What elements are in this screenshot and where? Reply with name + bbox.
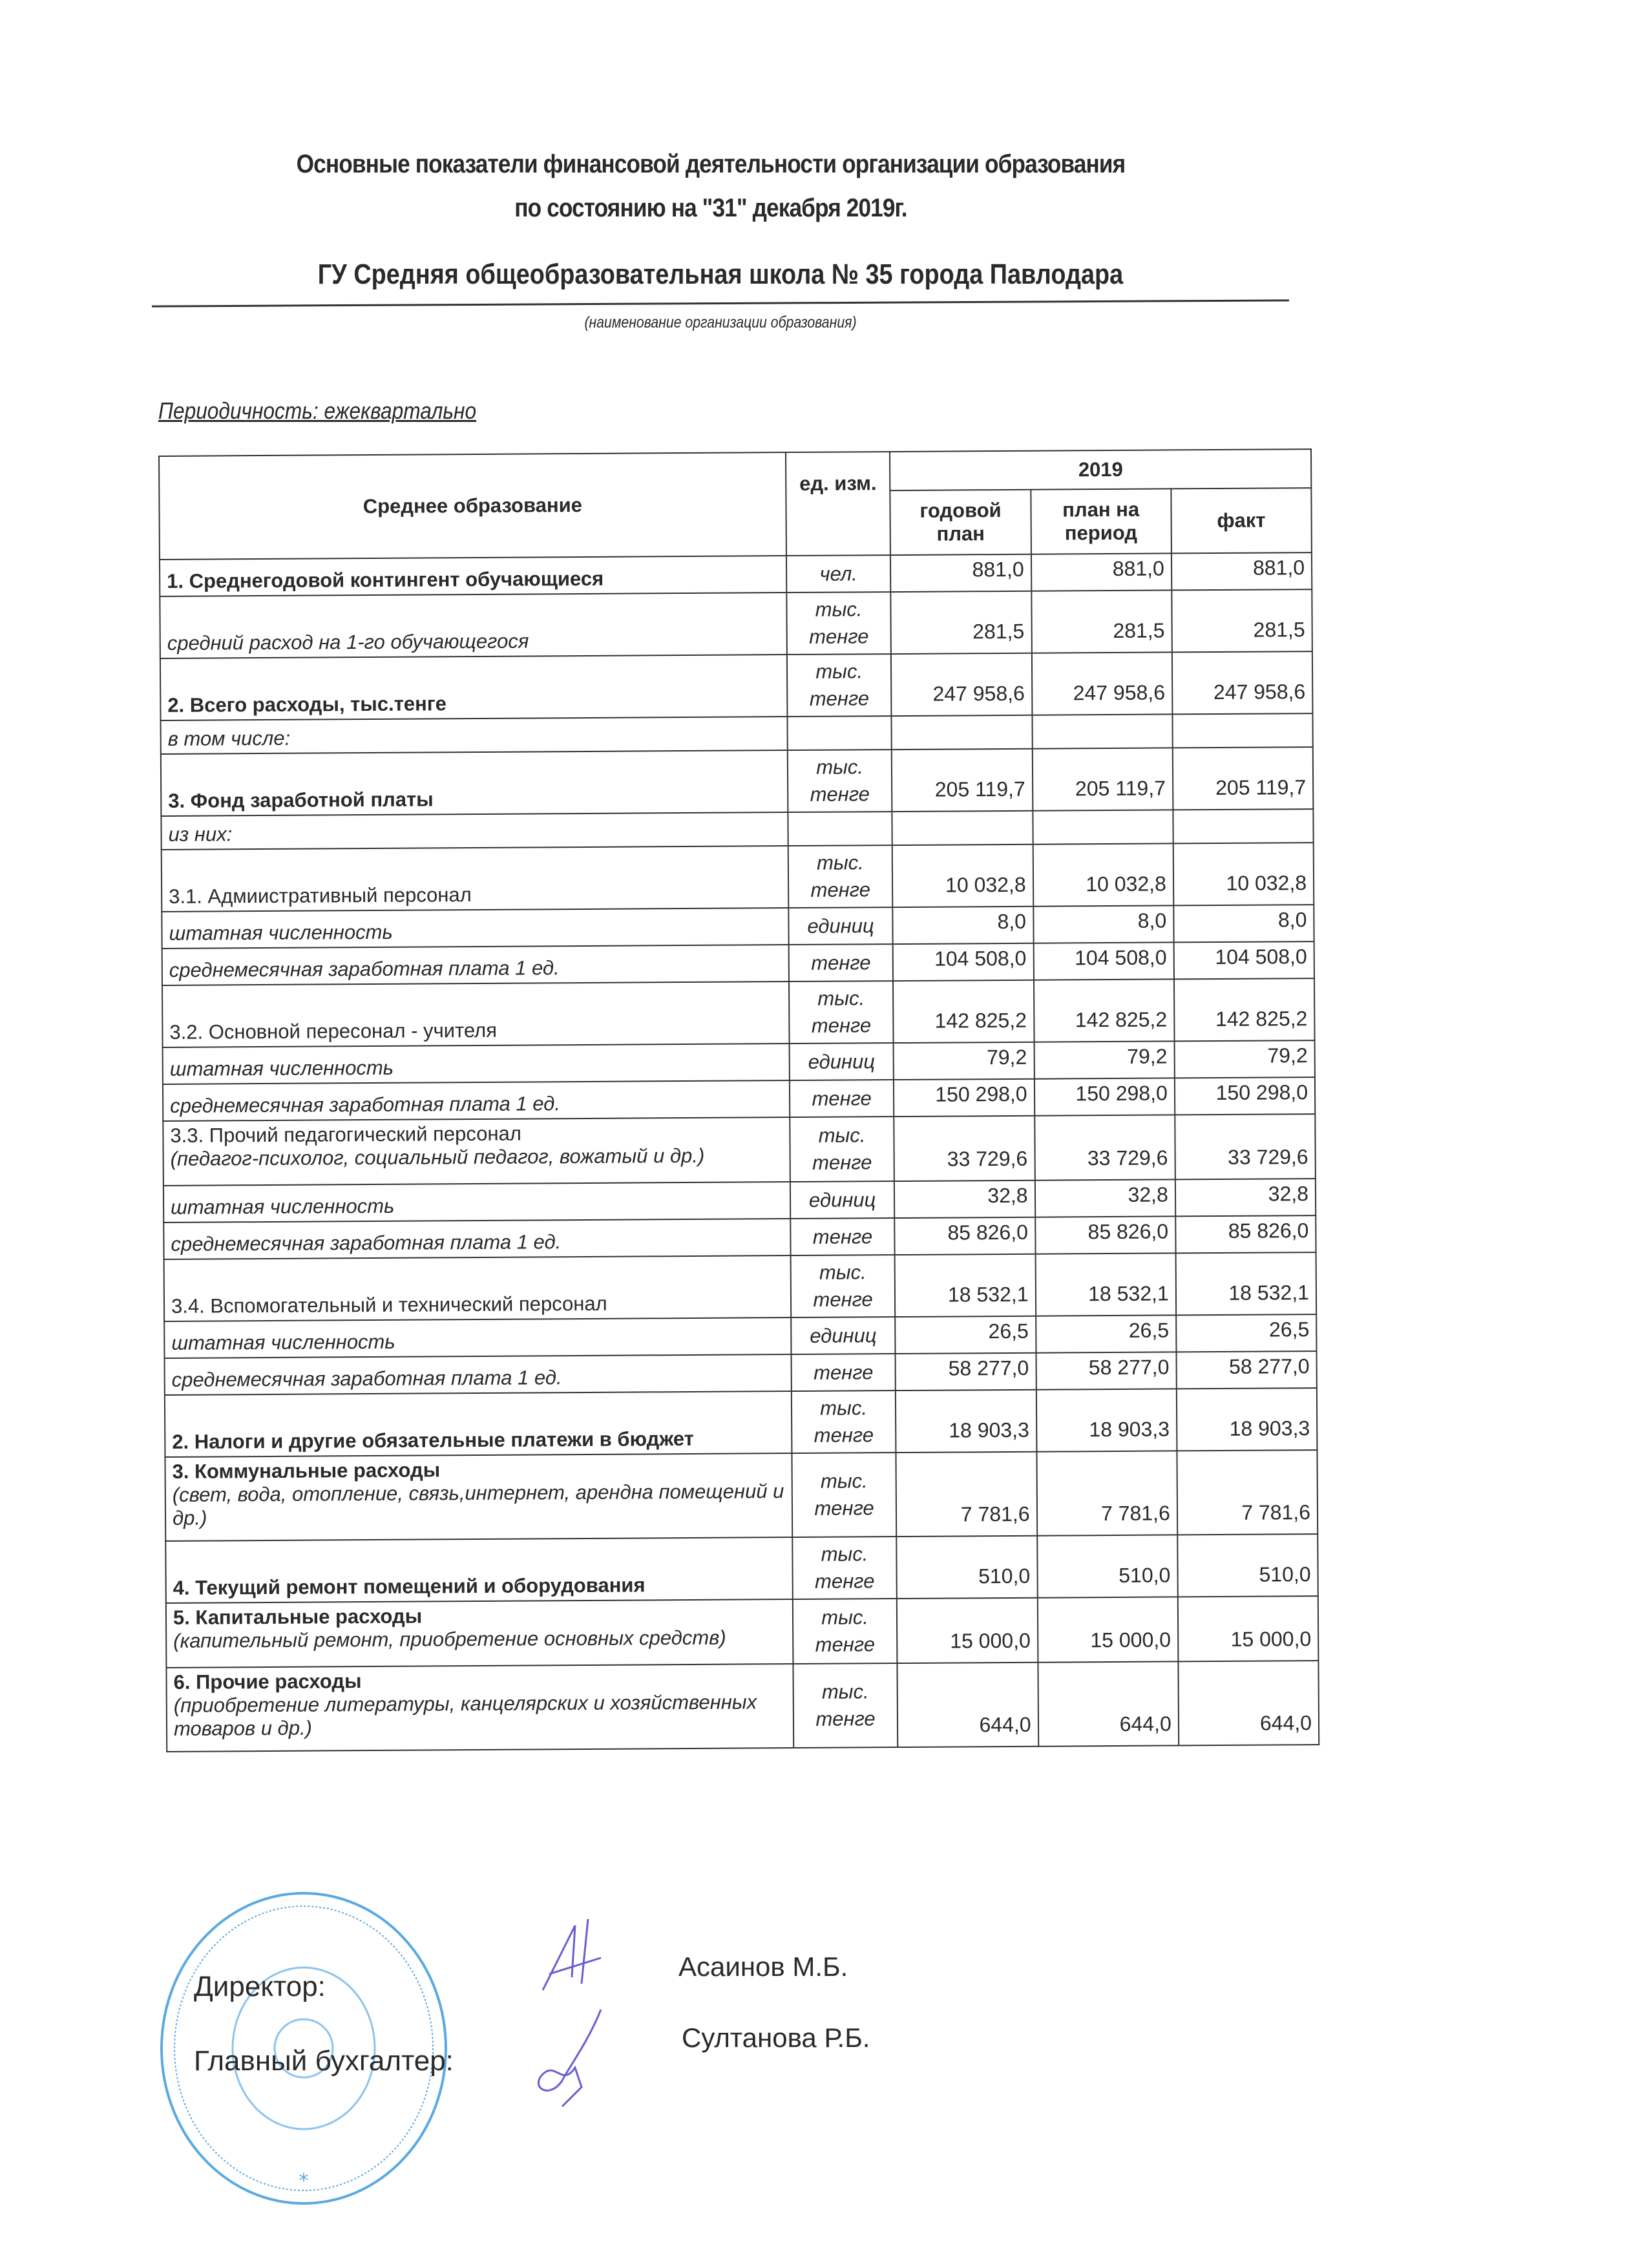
- table-row: [165, 1534, 1318, 1603]
- annual-plan-value: 33 729,6: [894, 1116, 1035, 1181]
- period-plan-value: 15 000,0: [1037, 1597, 1178, 1662]
- row-label: среднемесячная заработная плата 1 ед.: [171, 1366, 562, 1391]
- period-plan-value: 33 729,6: [1035, 1115, 1175, 1180]
- row-label-cell: [163, 1182, 790, 1223]
- row-sublabel: (педагог-психолог, социальный педагог, вожатый и др.): [170, 1144, 705, 1170]
- period-plan-value: 281,5: [1031, 590, 1172, 653]
- organization-caption: (наименование организации образования): [584, 313, 857, 331]
- row-label-cell: [160, 655, 787, 720]
- row-label-cell: [162, 945, 789, 985]
- organization-underline: [152, 299, 1289, 307]
- period-plan-value: 104 508,0: [1033, 942, 1174, 980]
- annual-plan-value: [892, 715, 1033, 750]
- row-unit: тыс. тенге: [792, 1537, 897, 1599]
- row-unit: тенге: [790, 1218, 895, 1255]
- row-unit: тыс. тенге: [792, 1391, 896, 1453]
- annual-plan-value: 32,8: [894, 1181, 1035, 1218]
- row-label-cell: [160, 556, 786, 596]
- periodicity: Периодичность: ежеквартально: [158, 397, 477, 424]
- row-label: 3.1. Адмиистративный персонал: [169, 883, 472, 908]
- annual-plan-value: 58 277,0: [896, 1353, 1036, 1391]
- row-sublabel: (капительный ремонт, приобретение основных средств): [173, 1626, 726, 1652]
- header-fact: факт: [1171, 488, 1312, 553]
- row-label: штатная численность: [171, 1330, 395, 1354]
- table-row: [166, 1596, 1319, 1668]
- fact-value: 104 508,0: [1173, 941, 1314, 979]
- fact-value: 150 298,0: [1175, 1077, 1316, 1115]
- row-label-cell: [165, 1354, 792, 1395]
- row-sublabel: (свет, вода, отопление, связь,интернет, арендна помещений и др.): [172, 1480, 784, 1529]
- header-annual-plan: годовой план: [890, 490, 1031, 555]
- annual-plan-value: 18 532,1: [895, 1254, 1036, 1317]
- table-row: [166, 1661, 1319, 1752]
- row-unit: тыс. тенге: [788, 750, 892, 812]
- table-row: [165, 1450, 1318, 1541]
- period-plan-value: 150 298,0: [1035, 1078, 1175, 1115]
- annual-plan-value: 247 958,6: [891, 653, 1032, 716]
- header-period-plan: план на период: [1031, 488, 1171, 554]
- svg-text:*: *: [299, 2170, 309, 2192]
- period-plan-value: 247 958,6: [1031, 652, 1172, 715]
- annual-plan-value: 85 826,0: [895, 1217, 1036, 1255]
- annual-plan-value: 79,2: [894, 1042, 1035, 1080]
- period-plan-value: 142 825,2: [1034, 979, 1175, 1042]
- annual-plan-value: 10 032,8: [892, 845, 1033, 907]
- period-plan-value: [1032, 714, 1173, 748]
- document-title-line2: по состоянию на "31" декабря 2019г.: [514, 194, 907, 222]
- period-plan-value: 510,0: [1037, 1535, 1178, 1597]
- header-section: Среднее образование: [159, 452, 786, 560]
- annual-plan-value: 15 000,0: [897, 1598, 1038, 1663]
- fact-value: 18 532,1: [1175, 1252, 1316, 1315]
- fact-value: 205 119,7: [1173, 747, 1314, 810]
- fact-value: 247 958,6: [1172, 651, 1313, 714]
- row-label: среднемесячная заработная плата 1 ед.: [169, 956, 560, 982]
- row-label-cell: [166, 1599, 793, 1668]
- row-unit: тыс. тенге: [790, 1117, 894, 1182]
- annual-plan-value: 150 298,0: [894, 1079, 1035, 1117]
- annual-plan-value: 142 825,2: [893, 980, 1034, 1043]
- fact-value: 281,5: [1171, 589, 1312, 652]
- accountant-signature: [523, 2003, 614, 2113]
- header-year: 2019: [890, 449, 1311, 490]
- row-unit: тенге: [790, 1080, 894, 1117]
- table-row: [165, 1388, 1318, 1457]
- row-label: 6. Прочие расходы: [173, 1670, 362, 1694]
- period-plan-value: 8,0: [1033, 905, 1174, 943]
- row-unit: тенге: [788, 944, 893, 982]
- period-plan-value: 58 277,0: [1036, 1352, 1177, 1389]
- table-row: [162, 978, 1315, 1047]
- row-label-cell: [162, 908, 788, 949]
- period-plan-value: 85 826,0: [1035, 1216, 1176, 1254]
- row-label: 1. Среднегодовой контингент обучающиеся: [167, 567, 604, 593]
- header-unit: ед. изм.: [786, 452, 891, 556]
- director-signature: [536, 1913, 614, 1997]
- row-unit: единиц: [789, 1043, 894, 1080]
- row-label: 2. Налоги и другие обязательные платежи в бюджет: [172, 1427, 694, 1453]
- row-unit: тыс. тенге: [792, 1453, 896, 1537]
- period-plan-value: 18 903,3: [1036, 1389, 1177, 1451]
- period-plan-value: 32,8: [1035, 1179, 1175, 1217]
- row-unit: тыс. тенге: [793, 1663, 898, 1748]
- fact-value: [1173, 809, 1314, 843]
- fact-value: 85 826,0: [1175, 1215, 1316, 1253]
- row-unit: единиц: [790, 1181, 895, 1219]
- fact-value: 7 781,6: [1177, 1450, 1318, 1535]
- annual-plan-value: 26,5: [896, 1316, 1036, 1354]
- annual-plan-value: 510,0: [897, 1536, 1038, 1599]
- fact-value: 881,0: [1171, 552, 1312, 590]
- fact-value: 10 032,8: [1173, 843, 1314, 905]
- row-label-cell: [166, 1664, 793, 1752]
- fact-value: 8,0: [1173, 905, 1314, 942]
- row-label: 3. Коммунальные расходы: [172, 1458, 441, 1483]
- row-label: 3.2. Основной пересонал - учителя: [169, 1018, 498, 1044]
- fact-value: 26,5: [1176, 1314, 1317, 1352]
- row-label-cell: [163, 1044, 790, 1084]
- row-unit: чел.: [786, 555, 891, 593]
- organization-name: ГУ Средняя общеобразовательная школа № 35 города Павлодара: [317, 258, 1124, 290]
- row-label: 3.3. Прочий педагогический персонал: [170, 1122, 521, 1147]
- row-label: среднемесячная заработная плата 1 ед.: [170, 1092, 561, 1117]
- row-label-cell: [165, 1537, 792, 1603]
- row-label: 4. Текущий ремонт помещений и оборудования: [173, 1573, 646, 1599]
- row-unit: тыс. тенге: [788, 845, 892, 908]
- accountant-name: Султанова Р.Б.: [682, 2022, 870, 2053]
- annual-plan-value: 281,5: [891, 591, 1032, 654]
- row-label: 3.4. Вспомогательный и технический персонал: [171, 1292, 607, 1318]
- row-label-cell: [164, 1255, 791, 1321]
- fact-value: [1172, 713, 1313, 748]
- period-plan-value: 26,5: [1036, 1315, 1177, 1352]
- fact-value: 32,8: [1175, 1179, 1316, 1216]
- period-plan-value: 10 032,8: [1033, 843, 1173, 906]
- row-label: штатная численность: [169, 920, 393, 945]
- table-row: [162, 843, 1314, 912]
- fact-value: 58 277,0: [1176, 1351, 1317, 1389]
- row-label-cell: [163, 1117, 790, 1186]
- annual-plan-value: 7 781,6: [896, 1452, 1037, 1537]
- annual-plan-value: 644,0: [898, 1663, 1038, 1747]
- period-plan-value: 881,0: [1031, 553, 1172, 591]
- director-label: Директор:: [194, 1971, 326, 2002]
- period-plan-value: 205 119,7: [1032, 748, 1173, 810]
- row-unit: тенге: [791, 1354, 896, 1391]
- annual-plan-value: 8,0: [893, 907, 1034, 944]
- fact-value: 15 000,0: [1178, 1596, 1319, 1661]
- row-unit: единиц: [791, 1317, 896, 1354]
- row-label-cell: [163, 1080, 790, 1121]
- row-label: средний расход на 1-го обучающегося: [167, 629, 529, 655]
- fact-value: 33 729,6: [1175, 1114, 1316, 1179]
- row-label-cell: [160, 593, 786, 658]
- row-unit: тыс. тенге: [790, 1255, 895, 1318]
- period-plan-value: 7 781,6: [1036, 1451, 1177, 1535]
- period-plan-value: 79,2: [1034, 1041, 1175, 1078]
- row-label-cell: [162, 846, 788, 912]
- table-row: [160, 651, 1313, 720]
- row-label: 3. Фонд заработной платы: [168, 788, 434, 812]
- annual-plan-value: 104 508,0: [893, 943, 1034, 981]
- annual-plan-value: 18 903,3: [896, 1390, 1036, 1453]
- period-plan-value: 644,0: [1038, 1661, 1179, 1746]
- row-label: из них:: [168, 823, 233, 846]
- row-label: штатная численность: [171, 1194, 395, 1219]
- row-label-cell: [163, 1219, 790, 1259]
- period-plan-value: [1033, 810, 1173, 844]
- fact-value: 644,0: [1178, 1661, 1319, 1745]
- row-label-cell: [165, 1453, 792, 1541]
- row-label-cell: [161, 812, 788, 850]
- row-label-cell: [161, 717, 788, 754]
- row-unit: тыс. тенге: [789, 981, 894, 1044]
- annual-plan-value: 205 119,7: [892, 749, 1033, 812]
- annual-plan-value: 881,0: [890, 554, 1031, 592]
- row-label: штатная численность: [169, 1056, 394, 1080]
- table-row: [164, 1252, 1317, 1321]
- row-unit: тыс. тенге: [793, 1599, 898, 1664]
- document-title-line1: Основные показатели финансовой деятельности организации образования: [296, 150, 1126, 178]
- period-plan-value: 18 532,1: [1035, 1253, 1176, 1316]
- row-label: среднемесячная заработная плата 1 ед.: [171, 1230, 562, 1255]
- annual-plan-value: [892, 811, 1033, 845]
- fact-value: 510,0: [1177, 1534, 1318, 1597]
- row-label-cell: [165, 1391, 792, 1457]
- row-label: 5. Капитальные расходы: [173, 1604, 423, 1629]
- row-label: в том числе:: [167, 726, 291, 750]
- table-row: [160, 589, 1312, 658]
- fact-value: 79,2: [1174, 1040, 1315, 1078]
- row-label-cell: [164, 1318, 791, 1358]
- table-row: [161, 747, 1314, 816]
- row-unit: тыс. тенге: [787, 654, 892, 717]
- row-label-cell: [161, 750, 788, 816]
- financial-indicators-table: [158, 448, 1319, 1752]
- accountant-label: Главный бухгалтер:: [194, 2045, 454, 2077]
- director-name: Асаинов М.Б.: [678, 1951, 848, 1982]
- row-unit: [788, 812, 892, 846]
- row-unit: [787, 716, 892, 750]
- fact-value: 18 903,3: [1177, 1388, 1318, 1451]
- row-unit: единиц: [788, 907, 893, 945]
- row-label-cell: [162, 982, 789, 1047]
- table-row: [163, 1114, 1316, 1186]
- fact-value: 142 825,2: [1174, 978, 1315, 1041]
- row-label: 2. Всего расходы, тыс.тенге: [167, 692, 447, 717]
- row-unit: тыс. тенге: [786, 592, 891, 655]
- row-sublabel: (приобретение литературы, канцелярских и хозяйственных товаров и др.): [173, 1690, 757, 1740]
